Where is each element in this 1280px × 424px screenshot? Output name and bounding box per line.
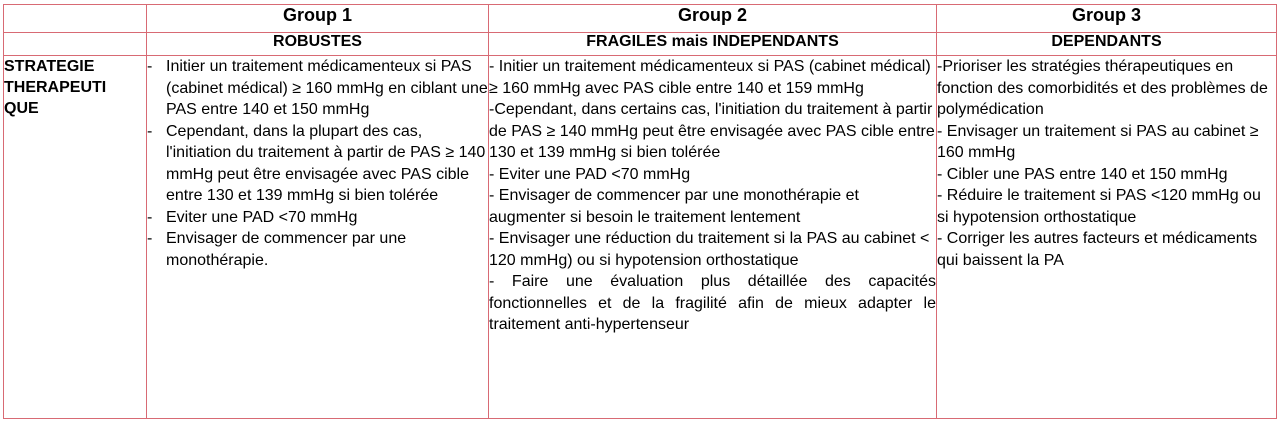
- group-2-list: [489, 56, 936, 336]
- empty-corner-cell-2: [4, 33, 147, 56]
- list-item: - Cependant, dans la plupart des cas, l'initiation du traitement à partir de PAS ≥ 140 mmHg peut être envisagée avec PAS cible entre 130 et 139 mmHg si bien tolérée: [147, 121, 488, 207]
- group-3-strategy-cell: [937, 56, 1277, 419]
- group-3-subtitle: DEPENDANTS: [937, 33, 1277, 56]
- strategy-row: [4, 56, 1277, 419]
- list-item: - Corriger les autres facteurs et médicaments qui baissent la PA: [937, 230, 1258, 269]
- group-1-header: Group 1: [147, 5, 489, 33]
- group-2-header: Group 2: [489, 5, 937, 33]
- list-item: - Initier un traitement médicamenteux si PAS (cabinet médical) ≥ 160 mmHg avec PAS cible entre 140 et 159 mmHg: [489, 58, 931, 97]
- strategy-table: [3, 4, 1277, 419]
- group-1-list: [147, 56, 488, 271]
- group-2-strategy-cell: [489, 56, 937, 419]
- row-label-strategie-therapeutique: [4, 56, 147, 419]
- list-item: - Envisager de commencer par une monothérapie.: [147, 228, 488, 271]
- group-3-header: Group 3: [937, 5, 1277, 33]
- group-1-subtitle: ROBUSTES: [147, 33, 489, 56]
- list-item: - Envisager de commencer par une monothérapie et augmenter si besoin le traitement lentement: [489, 187, 859, 226]
- row-label-line: THERAPEUTI: [4, 79, 107, 96]
- group-1-strategy-cell: [147, 56, 489, 419]
- list-item: - Cibler une PAS entre 140 et 150 mmHg: [937, 165, 1228, 183]
- list-item: -Prioriser les stratégies thérapeutiques en fonction des comorbidités et des problèmes de polymédication: [937, 58, 1268, 118]
- list-item: - Eviter une PAD <70 mmHg: [147, 207, 488, 229]
- subtitle-row: [4, 33, 1277, 56]
- row-label-line: STRATEGIE: [4, 58, 95, 75]
- list-item: - Eviter une PAD <70 mmHg: [489, 165, 691, 183]
- list-item: - Réduire le traitement si PAS <120 mmHg ou si hypotension orthostatique: [937, 187, 1261, 226]
- list-item: - Envisager une réduction du traitement si la PAS au cabinet < 120 mmHg) ou si hypotension orthostatique: [489, 230, 930, 269]
- empty-corner-cell: [4, 5, 147, 33]
- group-header-row: [4, 5, 1277, 33]
- list-item: - Initier un traitement médicamenteux si PAS (cabinet médical) ≥ 160 mmHg en ciblant une PAS entre 140 et 150 mmHg: [147, 56, 488, 121]
- list-item: -Cependant, dans certains cas, l'initiation du traitement à partir de PAS ≥ 140 mmHg peut être envisagée avec PAS cible entre 130 et 139 mmHg si bien tolérée: [489, 101, 935, 161]
- list-item: - Faire une évaluation plus détaillée des capacités fonctionnelles et de la fragilité afin de mieux adapter le traitement anti-hypertenseur: [489, 273, 936, 333]
- group-2-subtitle: FRAGILES mais INDEPENDANTS: [489, 33, 937, 56]
- row-label-line: QUE: [4, 100, 39, 117]
- list-item: - Envisager un traitement si PAS au cabinet ≥ 160 mmHg: [937, 122, 1259, 161]
- group-3-list: [937, 56, 1276, 271]
